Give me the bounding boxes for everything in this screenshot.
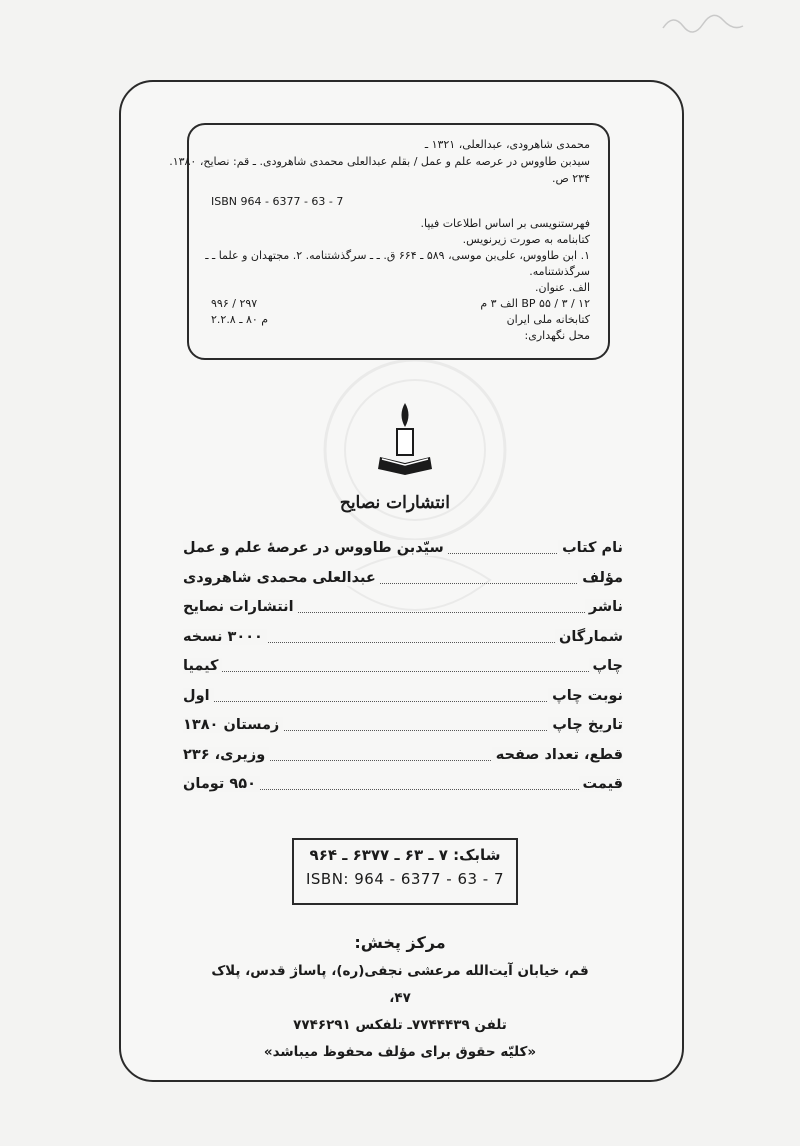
cip-author-line: محمدی شاهرودی، عبدالعلی، ۱۳۲۱ ـ — [424, 138, 590, 151]
info-row — [183, 658, 623, 688]
cip-subject-line: ۱. ابن طاووس، علی‌بن موسی، ۵۸۹ ـ ۶۶۴ ق. ـ ـ سرگذشتنامه. ۲. مجتهدان و علما ـ ـ — [205, 249, 590, 262]
publisher-logo — [339, 395, 450, 525]
info-value: زمستان ۱۳۸۰ — [183, 717, 283, 733]
cip-subject-cont-line: سرگذشتنامه. — [529, 265, 590, 278]
distribution-heading: مرکز پخش: — [354, 933, 446, 952]
cip-library: کتابخانه ملی ایران — [506, 313, 590, 326]
cip-record-number: م ۸۰ ـ ۲.۲.۸ — [211, 313, 269, 326]
info-label: چاپ — [589, 658, 623, 674]
cataloging-box — [169, 123, 610, 360]
info-row — [183, 717, 623, 747]
info-row — [183, 776, 623, 806]
cip-note-line: فهرستنویسی بر اساس اطلاعات فیپا. — [420, 217, 590, 230]
isbn-persian: شابک: ۷ ـ ۶۳ ـ ۶۳۷۷ ـ ۹۶۴ — [309, 846, 501, 864]
info-value: ۹۵۰ تومان — [183, 776, 260, 792]
info-row — [183, 540, 623, 570]
info-value: عبدالعلی محمدی شاهرودی — [183, 570, 380, 586]
info-row — [183, 747, 623, 777]
info-row — [183, 688, 623, 718]
info-value: کیمیا — [183, 658, 222, 674]
info-label: مؤلف — [578, 570, 623, 586]
candle-book-icon — [360, 395, 450, 485]
cip-bibliography-line: کتابنامه به صورت زیرنویس. — [462, 233, 590, 246]
handwritten-scribble — [658, 8, 748, 38]
dotted-leader — [183, 671, 623, 672]
cip-classification: BP ۵۵ / ۳ / ۱۲ الف ۳ م — [480, 297, 590, 310]
cip-holding: محل نگهداری: — [524, 329, 590, 342]
isbn-box — [292, 838, 518, 905]
info-value: ۳۰۰۰ نسخه — [183, 629, 267, 645]
info-label: نام کتاب — [558, 540, 623, 556]
info-label: قطع، تعداد صفحه — [492, 747, 623, 763]
info-label: ناشر — [585, 599, 623, 615]
info-label: شمارگان — [555, 629, 623, 645]
info-label: تاریخ چاپ — [548, 717, 623, 733]
cip-ddc: ۲۹۷ / ۹۹۶ — [211, 297, 258, 310]
publisher-logo-text: انتشارات نصایح — [339, 493, 450, 513]
book-info-list — [183, 540, 623, 806]
distribution-address: قم، خیابان آیت‌الله مرعشی نجفی(ره)، پاساژ قدس، پلاک ۴۷، — [211, 963, 589, 1006]
cip-title-entry-line: الف. عنوان. — [535, 281, 590, 294]
info-value: سیّدبن طاووس در عرصهٔ علم و عمل — [183, 540, 448, 556]
distribution-phone: تلفن ۷۷۴۴۴۳۹ـ تلفکس ۷۷۴۶۲۹۱ — [293, 1017, 507, 1033]
info-row — [183, 570, 623, 600]
cip-pages-line: ۲۳۴ ص. — [551, 172, 590, 185]
info-label: قیمت — [579, 776, 623, 792]
copyright-notice: «کلیّه حقوق برای مؤلف محفوظ میباشد» — [263, 1044, 537, 1060]
distribution-center — [200, 933, 600, 1066]
info-value: اول — [183, 688, 214, 704]
cip-title-line: سیدبن طاووس در عرصه علم و عمل / بقلم عبدالعلی محمدی شاهرودی. ـ قم: نصایح، ۱۳۸۰. — [169, 155, 590, 168]
isbn-english: ISBN: 964 - 6377 - 63 - 7 — [305, 870, 505, 888]
info-value: انتشارات نصایح — [183, 599, 298, 615]
info-value: وزیری، ۲۳۶ — [183, 747, 269, 763]
info-row — [183, 629, 623, 659]
info-label: نوبت چاپ — [548, 688, 623, 704]
info-row — [183, 599, 623, 629]
cip-isbn-line: ISBN 964 - 6377 - 63 - 7 — [211, 195, 344, 208]
